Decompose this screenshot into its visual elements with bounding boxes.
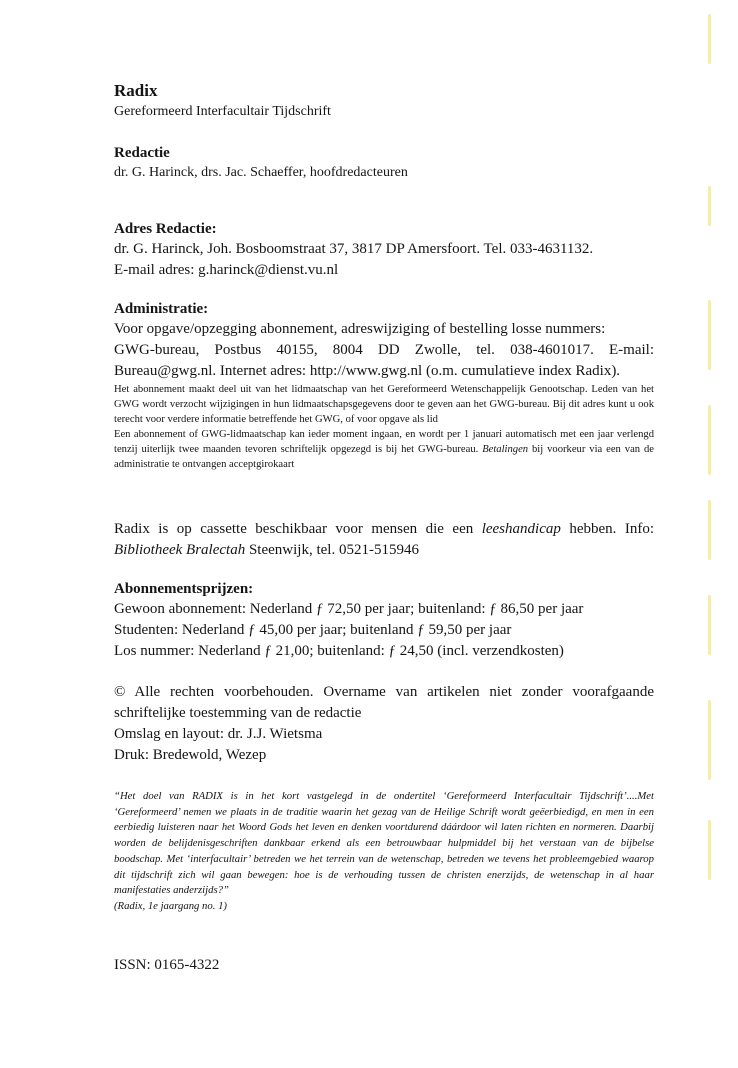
prijzen-section [114,579,654,662]
administratie-section [114,299,654,472]
margin-mark [708,300,711,370]
gwg-bureau-address: GWG-bureau, Postbus 40155, 8004 DD Zwolle, tel. 038-4601017. E-mail: Bureau@gwg.nl. Internet adres: http://www.gwg.nl (o.m. cumulatieve index Radix). [114,342,654,379]
email-line: E-mail adres: g.harinck@dienst.vu.nl [114,262,339,278]
administratie-line: Voor opgave/opzegging abonnement, adreswijziging of bestelling losse nummers: [114,321,606,337]
copyright-text: © Alle rechten voorbehouden. Overname van artikelen niet zonder voorafgaande schriftelijke toestemming van de redactie [114,684,654,721]
masthead [114,80,654,122]
redactie-section [114,143,654,183]
abonnement-note: Een abonnement of GWG-lidmaatschap kan ieder moment ingaan, en wordt per 1 januari automatisch met een jaar verlengd tenzij uiterlijk twee maanden tevoren schriftelijk opgezegd is bij het GWG-bureau. Betalingen bij voorkeur via een van de administratie te ontvangen acceptgirokaart [114,429,654,470]
prijs-studenten: Studenten: Nederland ƒ 45,00 per jaar; buitenland ƒ 59,50 per jaar [114,622,512,638]
margin-mark [708,700,711,780]
omslag-credit: Omslag en layout: dr. J.J. Wietsma [114,726,323,742]
journal-title: Radix [114,81,158,100]
citaat-section [114,789,654,915]
druk-credit: Druk: Bredewold, Wezep [114,747,267,763]
margin-mark [708,820,711,880]
administratie-heading: Administratie: [114,301,209,317]
issn-section [114,955,654,976]
margin-mark [708,405,711,475]
adres-redactie-heading: Adres Redactie: [114,221,217,237]
redactie-heading: Redactie [114,145,170,161]
journal-subtitle: Gereformeerd Interfacultair Tijdschrift [114,104,331,119]
redactie-text: dr. G. Harinck, drs. Jac. Schaeffer, hoofdredacteuren [114,165,408,180]
adres-redactie-section [114,219,654,281]
margin-mark [708,595,711,655]
doel-citaat: “Het doel van RADIX is in het kort vastgelegd in de ondertitel ‘Gereformeerd Interfacultair Tijdschrift’....Met ‘Gereformeerd’ nemen we plaats in de traditie waarin het gezag van de Heilige Schrift wordt geëerbiedigd, en men in een eerbiedig luisteren naar het Woord Gods het leven en denken voortdurend dáárdoor wil laten richten en normeren. Daarbij worden de belijdenisgeschriften dankbaar erkend als een betrouwbaar hulpmiddel bij het verstaan van de bijbelse boodschap. Met ‘interfacultair’ betreden we het terrein van de wetenschap, betreden we tevens het probleemgebied waarop dit tijdschrift zich wil gaan bewegen: hoe is de verhouding tussen de christen enerzijds, de wetenschap in al haar manifestaties anderzijds?” [114,790,654,897]
prijzen-heading: Abonnementsprijzen: [114,581,254,597]
prijs-los-nummer: Los nummer: Nederland ƒ 21,00; buitenland: ƒ 24,50 (incl. verzendkosten) [114,643,564,659]
rechten-section [114,682,654,766]
prijs-gewoon: Gewoon abonnement: Nederland ƒ 72,50 per jaar; buitenland: ƒ 86,50 per jaar [114,601,584,617]
lidmaatschap-note: Het abonnement maakt deel uit van het lidmaatschap van het Gereformeerd Wetenschappelijk Genootschap. Leden van het GWG wordt verzocht wijzigingen in hun lidmaatschapsgegevens door te geven aan het GWG-bureau. Bij dit adres kunt u ook terecht voor verdere informatie betreffende het GWG, of voor opgave als lid [114,384,654,425]
cassette-text: Radix is op cassette beschikbaar voor mensen die een leeshandicap hebben. Info: Bibliotheek Bralectah Steenwijk, tel. 0521-515946 [114,521,655,558]
adres-redactie-line: dr. G. Harinck, Joh. Bosboomstraat 37, 3817 DP Amersfoort. Tel. 033-4631132. [114,241,594,257]
margin-mark [708,500,711,560]
margin-mark [708,186,711,226]
cassette-section [114,519,654,561]
issn: ISSN: 0165-4322 [114,957,220,973]
citaat-bron: (Radix, 1e jaargang no. 1) [114,899,227,912]
margin-mark [708,14,711,64]
